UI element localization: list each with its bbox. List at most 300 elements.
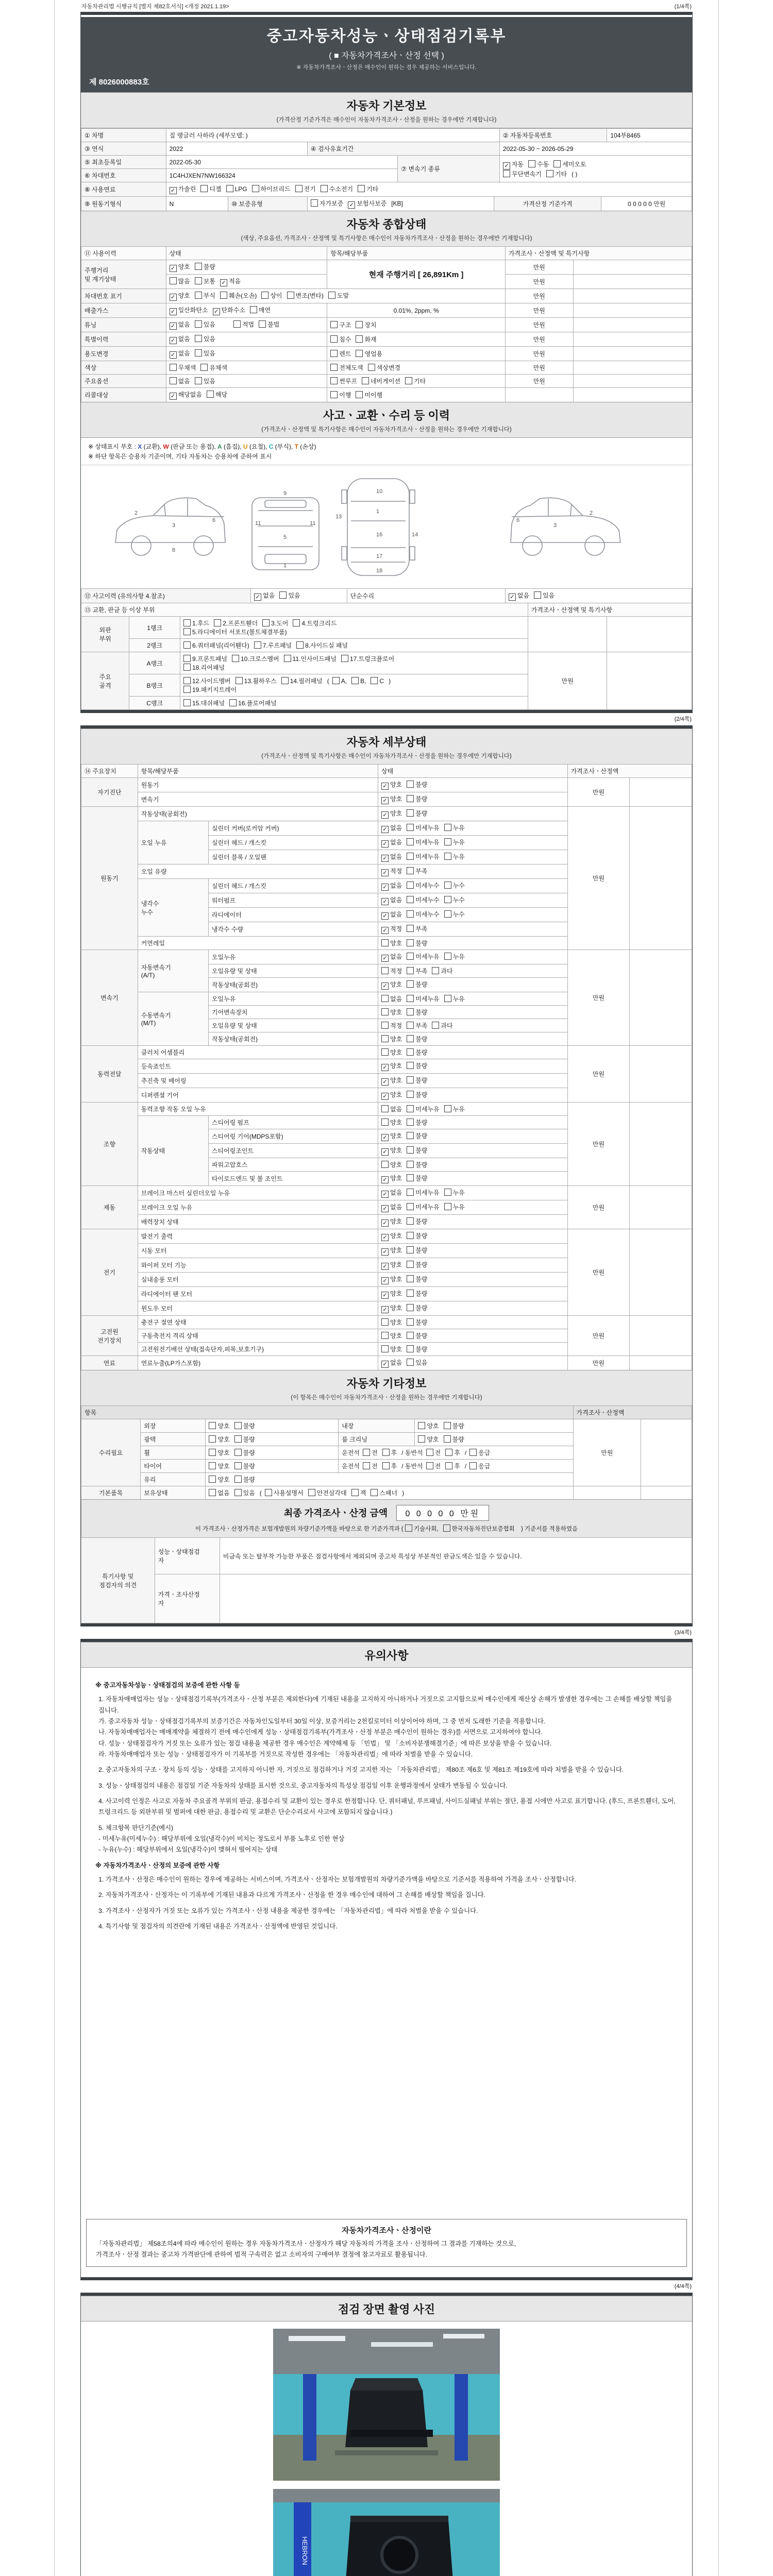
item-label: 타이어 (141, 1460, 206, 1473)
checkbox-glyph (381, 995, 389, 1002)
unchecked-checkbox (444, 952, 465, 961)
checkbox-label: 부식 (203, 292, 215, 299)
checkbox-label: 있음 (203, 378, 215, 385)
notice-item: 5. 체크항목 판단기준(예시) - 미세누유(미세누수) : 해당부위에 오일(냉각수)이 비치는 정도로서 부품 노후로 인한 현상 - 누유(누수) : 해당부위에서 오일(냉각수)이 맺혀서 떨어지는 상태 (98, 1824, 345, 1854)
unchecked-checkbox (407, 1061, 427, 1070)
checkbox-glyph (407, 838, 414, 845)
checkbox-label: 있음 (203, 321, 215, 328)
note-cell (573, 361, 692, 375)
checkbox-glyph (381, 939, 389, 946)
unchecked-checkbox (287, 291, 324, 300)
unchecked-checkbox (195, 262, 215, 271)
checkbox-glyph: ✓ (381, 811, 389, 819)
checkbox-label: B, (360, 677, 366, 685)
checkbox-label: 불량 (415, 1218, 428, 1225)
checkbox-glyph (207, 391, 214, 398)
inspector-label: 성능ㆍ상태점검 자 (155, 1538, 220, 1574)
engine-type-label: ⑨ 원동기형식 (81, 197, 166, 211)
checked-checkbox (381, 895, 402, 905)
item-label: 스티어링 펌프 (208, 1116, 378, 1129)
unchecked-checkbox (236, 676, 277, 685)
page-2 (80, 725, 693, 1626)
notice-item: 4. 특기사항 및 점검자의 의견란에 기재된 내용은 가격조사ㆍ산정액에 반영된 것입니다. (98, 1922, 338, 1930)
unchecked-checkbox (444, 994, 465, 1003)
sub-group-label: 수동변속기 (M/T) (138, 992, 208, 1046)
checkbox-glyph (528, 160, 535, 167)
sub-group-label: 냉각수 누수 (138, 879, 208, 937)
item-label: 윈도우 모터 (138, 1301, 378, 1316)
checked-checkbox (381, 809, 402, 819)
svg-text:11: 11 (310, 520, 316, 527)
checkbox-label: 19.패키지트레이 (192, 686, 237, 693)
note-cell (573, 388, 692, 402)
checkbox-glyph (183, 619, 191, 626)
item-label: 충전구 절연 상태 (138, 1316, 378, 1329)
col-header-price: 가격조사ㆍ산정액 (567, 765, 692, 778)
checkbox-label: 양호 (390, 1276, 402, 1283)
status-checks (378, 1032, 568, 1046)
engine-type-value: N (166, 197, 228, 211)
item-label: 디퍼렌셜 기어 (138, 1088, 378, 1103)
device-group-label: 조향 (81, 1103, 138, 1186)
status-checks (378, 1129, 568, 1144)
photos-section-header (81, 2296, 692, 2321)
checkbox-label: 12.사이드멤버 (192, 677, 231, 685)
checked-checkbox (381, 823, 402, 833)
status-checks (378, 1059, 568, 1074)
sub-group-label: 오일 누유 (138, 821, 208, 865)
unchecked-checkbox (170, 363, 196, 372)
unchecked-checkbox (407, 1048, 427, 1057)
checkbox-label: 미이행 (364, 392, 383, 399)
svg-text:2: 2 (590, 510, 593, 516)
checkbox-glyph: ✓ (381, 1277, 389, 1284)
checkbox-label: 전 (371, 1463, 378, 1470)
svg-text:2: 2 (135, 510, 138, 516)
checkbox-glyph (407, 1275, 414, 1282)
panel-rank-table (81, 603, 692, 710)
checkbox-label: 양호 (178, 263, 190, 270)
checkbox-glyph (195, 320, 202, 328)
checkbox-label: 18.리어패널 (192, 664, 225, 671)
checkbox-label: 후 (454, 1463, 460, 1470)
unchecked-checkbox (382, 1448, 397, 1457)
checkbox-label: 있음 (288, 592, 300, 599)
unchecked-checkbox (443, 1524, 515, 1533)
checkbox-glyph: ✓ (381, 898, 389, 905)
basic-info-table-2 (81, 196, 692, 211)
year-label: ③ 연식 (81, 142, 166, 156)
unchecked-checkbox (381, 1048, 402, 1057)
group-label: 기본품목 (81, 1486, 141, 1500)
checkbox-glyph (229, 699, 237, 706)
status-checks (378, 836, 568, 850)
checkbox-glyph (226, 185, 233, 192)
checkbox-label: 구조 (339, 321, 351, 329)
unchecked-checkbox (262, 619, 288, 628)
notice-item: 1. 자동차매매업자는 성능ㆍ상태점검기록부(가격조사ㆍ산정 부분은 제외한다)에 기재된 내용을 고지하지 아니하거나 거짓으로 고지함으로써 매수인에게 재산상 손해가 발생한 경우에는 그 손해를 배상할 책임을 집니다. 가. 중고자동차 성능ㆍ상태점검기록부의 보증기간은 자동차인도일부터 30일 이상, 보증거리는 2천킬로미터 이상이어야 하며, 그 중 먼저 도래한 기준을 적용합니다. 나. 자동차매매업자는 매매계약을 체결하기 전에 매수인에게 성능ㆍ상태점검기록부(가격조사ㆍ산정 부분은 매수인이 원하는 경우)를 서면으로 고지하여야 합니다. 다. 성능ㆍ상태점검자가 거짓 또는 오류가 있는 점검 내용을 제공한 경우 매수인은 계약해제 등 「민법」 및 「소비자분쟁해결기준」에 따른 보상을 받을 수 있습니다. 라. 자동차매매업자 또는 성능ㆍ상태점검자가 이 기록부를 거짓으로 작성한 경우에는 「자동차관리법」에 따라 처벌을 받을 수 있습니다. (98, 1696, 673, 1758)
unchecked-checkbox (407, 980, 427, 989)
checkbox-glyph (418, 1422, 425, 1429)
checkbox-glyph (234, 1462, 242, 1469)
note-cell (607, 652, 692, 710)
item-label: 타이로드엔드 및 볼 조인트 (208, 1172, 378, 1186)
checkbox-label: 전기 (304, 185, 316, 193)
note-cell (573, 275, 692, 289)
status-checks (378, 1074, 568, 1088)
unchecked-checkbox (183, 628, 287, 636)
checkbox-glyph (407, 896, 414, 903)
unchecked-checkbox (407, 967, 427, 975)
col-header-item: 항목/해당부품 (138, 765, 378, 778)
item-label: 원동기 (138, 778, 378, 792)
checkbox-label: 없음 (178, 321, 190, 328)
checkbox-label: 양호 (390, 1346, 402, 1353)
year-value: 2022 (166, 142, 307, 156)
unchecked-checkbox (330, 377, 357, 385)
unchecked-checkbox (356, 335, 376, 344)
status-checks (378, 950, 568, 964)
checkbox-label: 많음 (178, 278, 190, 285)
checkbox-label: 후 (391, 1449, 397, 1456)
inline-text: / 동반석 (401, 1463, 423, 1470)
unchecked-checkbox (407, 1160, 427, 1169)
checkbox-glyph (200, 185, 208, 192)
svg-text:17: 17 (376, 553, 383, 560)
checkbox-glyph (444, 953, 451, 960)
checkbox-label: 한국자동차진단보증협회 (451, 1526, 515, 1532)
checkbox-label: 양호 (217, 1422, 230, 1430)
price-cell: 만원 (505, 303, 573, 318)
note-cell (573, 303, 692, 318)
item-label: 내장 (339, 1419, 415, 1433)
base-price-value: 0 0 0 0 0 만원 (601, 197, 692, 211)
inline-text: ( (259, 1489, 262, 1497)
section-title: 사고ㆍ교환ㆍ수리 등 이력 (323, 409, 450, 422)
checkbox-label: 16.플로어패널 (238, 700, 277, 707)
table-row (81, 617, 692, 639)
unchecked-checkbox (330, 349, 351, 358)
unchecked-checkbox (426, 1448, 441, 1457)
checkbox-glyph (407, 1189, 414, 1196)
item-label: 실린더 커버(로커암 커버) (208, 821, 378, 836)
checkbox-label: 훼손(오손) (228, 292, 257, 299)
checked-checkbox (213, 306, 245, 315)
checkbox-label: 유채색 (209, 364, 228, 371)
checkbox-label: 8.사이드실 패널 (305, 642, 348, 649)
unchecked-checkbox (407, 1217, 427, 1226)
unchecked-checkbox (308, 1488, 347, 1497)
col-header-status: 상태 (378, 765, 568, 778)
page-marker-3: (3/4쪽) (674, 1630, 692, 1636)
status-checks (378, 922, 568, 937)
checkbox-glyph (381, 1345, 389, 1352)
accident-history-table (81, 588, 692, 603)
row-label: 리콜대상 (81, 388, 166, 402)
checkbox-glyph (209, 1449, 216, 1456)
checkbox-label: 미세누유 (415, 853, 440, 860)
warranty-label: ⑩ 보증유형 (228, 197, 308, 211)
checkbox-glyph (330, 391, 338, 398)
checkbox-glyph (330, 335, 338, 343)
checkbox-glyph (351, 1489, 359, 1496)
svg-text:8: 8 (172, 547, 176, 553)
price-cell (528, 617, 607, 652)
section-note: (가격조사ㆍ산정액 및 특기사항은 매수인이 자동차가격조사ㆍ산정을 원하는 경우에만 기재합니다) (261, 427, 512, 433)
checkbox-label: 수소전기 (329, 185, 354, 193)
checkbox-label: 미세누수 (415, 882, 440, 889)
checkbox-glyph (356, 321, 363, 328)
checkbox-label: 해당없음 (178, 391, 202, 398)
panel-items (180, 697, 528, 710)
checkbox-label: 불량 (415, 1304, 428, 1312)
table-row (81, 1356, 692, 1370)
item-label: 파워고압호스 (208, 1158, 378, 1172)
checkbox-glyph (371, 677, 378, 684)
status-checks (206, 1433, 339, 1446)
unchecked-checkbox (284, 654, 337, 663)
checked-checkbox (381, 980, 402, 990)
checkbox-glyph (381, 1332, 389, 1339)
checkbox-label: 미세누유 (415, 1106, 440, 1113)
checkbox-glyph (265, 1489, 272, 1496)
table-row (81, 1229, 692, 1244)
status-checks (378, 778, 568, 792)
table-row (81, 1419, 692, 1433)
rank-label: C랭크 (129, 697, 180, 710)
status-checks (166, 303, 327, 318)
checkbox-glyph (407, 1146, 414, 1154)
checkbox-label: 양호 (390, 810, 402, 817)
checkbox-label: 부족 (415, 925, 428, 933)
item-label: 고전원전기배선 상태(접속단자,피복,보호기구) (138, 1343, 378, 1356)
unchecked-checkbox (209, 1448, 229, 1457)
unchecked-checkbox (234, 1462, 255, 1470)
table-row (81, 347, 692, 361)
svg-text:18: 18 (376, 568, 383, 574)
checkbox-label: 없음 (178, 335, 190, 343)
checkbox-label: 양호 (390, 1232, 402, 1240)
unchecked-checkbox (407, 1131, 427, 1140)
checkbox-glyph (407, 967, 414, 974)
item-label: 작동상태(공회전) (208, 978, 378, 992)
checkbox-glyph (405, 377, 412, 384)
note-cell (641, 1486, 692, 1500)
table-row (81, 807, 692, 821)
checked-checkbox (381, 1090, 402, 1100)
note-cell (630, 1103, 692, 1186)
legend-prefix: ※ 상태표시 부호 : (88, 443, 138, 450)
checkbox-glyph: ✓ (381, 1248, 389, 1256)
checkbox-glyph: ✓ (170, 393, 177, 400)
final-price-label: 최종 가격조사ㆍ산정 금액 (283, 1508, 388, 1518)
checkbox-label: 없음 (217, 1489, 230, 1497)
status-checks (378, 1273, 568, 1287)
checkbox-label: 없음 (517, 592, 530, 599)
status-checks (378, 992, 568, 1006)
unchecked-checkbox (170, 277, 190, 285)
checked-checkbox (381, 1358, 402, 1368)
row-label: 주요옵션 (81, 375, 166, 388)
checkbox-glyph (183, 664, 191, 671)
checkbox-label: 기타 (554, 170, 567, 178)
page-marker-2: (2/4쪽) (674, 716, 692, 722)
status-code: W (163, 443, 169, 450)
checkbox-label: 기타 (366, 185, 379, 193)
checkbox-glyph: ✓ (381, 927, 389, 934)
checkbox-glyph (195, 277, 202, 284)
unchecked-checkbox (381, 1008, 402, 1016)
checkbox-label: 양호 (427, 1436, 439, 1443)
unchecked-checkbox (358, 184, 378, 193)
basic-info-section-header (81, 92, 692, 128)
checkbox-glyph: ✓ (170, 187, 177, 194)
checkbox-label: 침수 (339, 336, 351, 343)
checkbox-label: 후 (454, 1449, 460, 1456)
unchecked-checkbox (195, 377, 215, 385)
checkbox-label: 불량 (415, 795, 428, 803)
checkbox-glyph (407, 1174, 414, 1181)
item-checks (327, 375, 506, 388)
item-label: 실내송풍 모터 (138, 1273, 378, 1287)
inspection-photo-rear (273, 2489, 500, 2576)
checked-checkbox (220, 277, 241, 286)
unchecked-checkbox (407, 939, 427, 947)
checkbox-label: 없음 (390, 896, 402, 904)
unchecked-checkbox (183, 699, 225, 707)
rank-label: 1랭크 (129, 617, 180, 639)
status-checks (378, 1172, 568, 1186)
sub-group-label: 작동상태 (138, 1116, 208, 1186)
inline-text: 운전석 (342, 1449, 360, 1456)
overall-status-section-header (81, 211, 692, 247)
checkbox-glyph: ✓ (381, 1191, 389, 1198)
checkbox-label: 불량 (452, 1436, 464, 1443)
checked-checkbox (381, 1174, 402, 1183)
checkbox-label: 일산화탄소 (178, 307, 208, 314)
checkbox-glyph (444, 1422, 451, 1429)
checkbox-label: 7.루프패널 (262, 642, 292, 649)
sub-group-label: 자동변속기 (A/T) (138, 950, 208, 992)
unchecked-checkbox (407, 1105, 439, 1113)
unchecked-checkbox (407, 1260, 427, 1269)
checkbox-glyph (407, 995, 414, 1002)
other-info-table (81, 1405, 692, 1500)
checkbox-glyph: ✓ (381, 1078, 389, 1086)
checkbox-label: 불량 (243, 1449, 255, 1456)
vin-label: ⑥ 차대번호 (81, 169, 166, 182)
unchecked-checkbox (293, 619, 337, 628)
checkbox-label: 없음 (390, 995, 402, 1003)
status-code: X (138, 443, 142, 450)
detail-status-table (81, 764, 692, 1370)
unchecked-checkbox (311, 199, 343, 208)
notice-item: 4. 사고이력 인정은 사고로 자동차 주요골격 부위의 판금, 용접수리 및 교환이 있는 경우로 한정합니다. 단, 쿼터패널, 루프패널, 사이드실패널 부위는 절단, 용접 시에만 사고로 표기합니다. (후드, 프론트휀더, 도어, 트렁크리드 등 외판부위 및 범퍼에 대한 판금, 용접수리 및 교환은 단순수리로서 사고에 포함되지 않습니다.) (98, 1797, 676, 1816)
status-checks (415, 1419, 573, 1433)
checkbox-label: 불량 (415, 781, 428, 788)
col-header-device: ⑭ 주요장치 (81, 765, 138, 778)
checkbox-label: 응급 (478, 1449, 491, 1456)
unchecked-checkbox (407, 924, 427, 933)
law-reference: 자동차관리법 시행규칙 [별지 제82호서식] <개정 2021.1.19> (81, 4, 229, 10)
svg-text:14: 14 (412, 532, 418, 538)
checkbox-label: 사용설명서 (273, 1489, 304, 1497)
status-checks (378, 1186, 568, 1200)
unchecked-checkbox (407, 1331, 427, 1340)
checkbox-glyph (321, 185, 328, 192)
checkbox-label: 양호 (390, 1161, 402, 1168)
checkbox-label: 9.프론트패널 (192, 655, 227, 663)
checkbox-label: 미세누유 (415, 824, 440, 832)
unchecked-checkbox (407, 910, 439, 919)
device-group-label: 원동기 (81, 807, 138, 950)
checkbox-glyph (252, 185, 259, 192)
panel-price-header: 가격조사ㆍ산정액 및 특기사항 (528, 603, 692, 617)
car-name-label: ① 차명 (81, 129, 166, 142)
checkbox-label: 양호 (390, 1062, 402, 1070)
device-group-label: 고전원 전기장치 (81, 1316, 138, 1356)
table-row (81, 1186, 692, 1200)
checked-checkbox (381, 1303, 402, 1313)
note-cell (630, 1316, 692, 1356)
checkbox-label: 불량 (243, 1476, 255, 1483)
status-code-desc: (요철), (247, 443, 269, 450)
special-notes-label: 특기사항 및 점검자의 의견 (81, 1538, 155, 1623)
unchecked-checkbox (407, 1202, 439, 1211)
panel-items (180, 617, 528, 639)
device-group-label: 변속기 (81, 950, 138, 1046)
status-code-desc: (흠집), (222, 443, 243, 450)
checkbox-glyph (214, 619, 221, 626)
checkbox-label: 누유 (452, 995, 465, 1003)
item-label: 실린더 블록 / 오일팬 (208, 850, 378, 865)
checkbox-glyph (407, 882, 414, 889)
checkbox-glyph (407, 1217, 414, 1225)
checkbox-glyph (444, 910, 451, 918)
unchecked-checkbox (214, 619, 258, 628)
unchecked-checkbox (546, 170, 567, 178)
checkbox-glyph (407, 925, 414, 932)
checkbox-label: 누수 (452, 882, 465, 889)
checkbox-glyph (295, 185, 303, 192)
checkbox-label: 불량 (415, 810, 428, 817)
unchecked-checkbox (432, 1021, 452, 1030)
notice-item: 2. 자동차가격조사ㆍ산정자는 이 기록부에 기재된 내용과 다르게 가격조사ㆍ산정을 한 경우 매수인에 대하여 그 손해를 배상할 책임을 집니다. (98, 1891, 486, 1899)
item-label: 발전기 출력 (138, 1229, 378, 1244)
table-row (81, 950, 692, 964)
checkbox-label: 세미오토 (562, 160, 586, 168)
checkbox-label: 응급 (478, 1463, 491, 1470)
item-label: 브레이크 마스터 실린더오일 누유 (138, 1186, 378, 1200)
checkbox-glyph (234, 1489, 242, 1496)
checkbox-glyph (170, 277, 177, 284)
unchecked-checkbox (281, 676, 323, 685)
final-price-value: 0 0 0 0 0 만원 (396, 1505, 489, 1521)
checkbox-glyph (407, 1076, 414, 1083)
status-checks (378, 1258, 568, 1273)
checkbox-label: 없음 (390, 839, 402, 846)
checkbox-glyph (407, 1035, 414, 1042)
checkbox-label: 누수 (452, 896, 465, 904)
svg-text:1: 1 (283, 563, 287, 569)
page-1 (80, 12, 693, 713)
checkbox-glyph: ✓ (170, 265, 177, 272)
note-cell (573, 289, 692, 303)
checkbox-label: 1.후드 (192, 620, 210, 627)
checkbox-glyph: ✓ (381, 884, 389, 891)
wheel-detail-checks (339, 1460, 573, 1473)
unchecked-checkbox (207, 390, 227, 399)
